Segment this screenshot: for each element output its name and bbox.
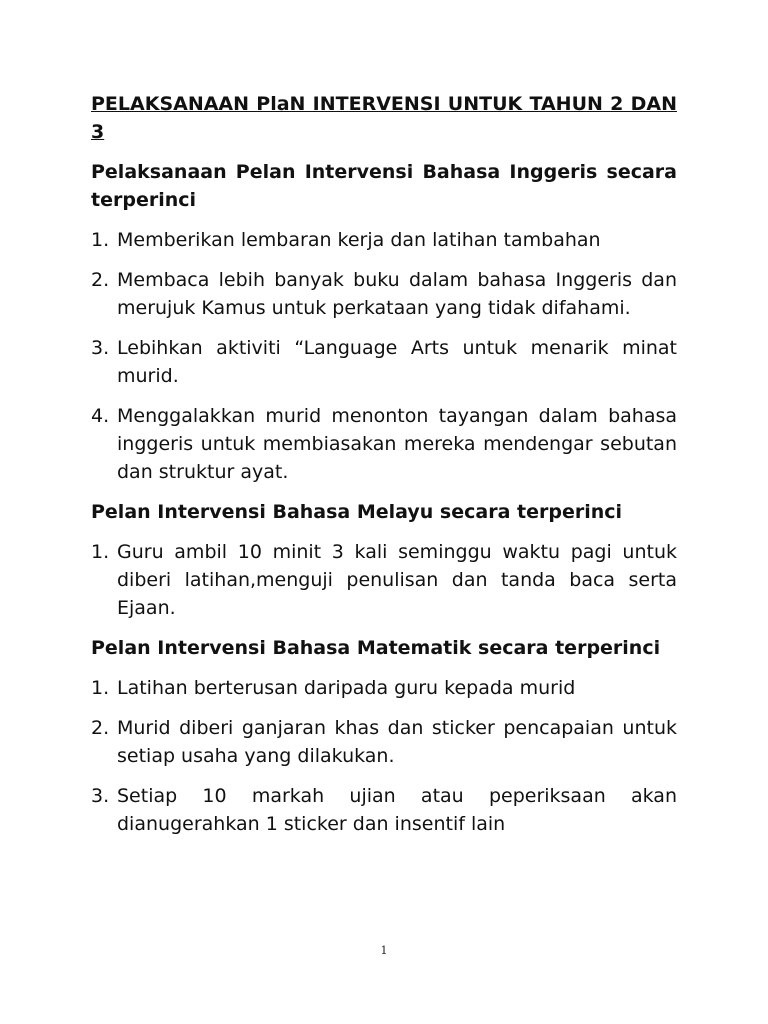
list-item-number: 3. — [91, 337, 110, 359]
section-heading: Pelan Intervensi Bahasa Melayu secara terperinci — [91, 501, 623, 523]
list-item-text: Menggalakkan murid menonton tayangan dalam bahasa inggeris untuk membiasakan mereka mendengar sebutan dan struktur ayat. — [117, 405, 677, 483]
list-item-text: Setiap 10 markah ujian atau peperiksaan akan dianugerahkan 1 sticker dan insentif lain — [117, 785, 677, 835]
list-item — [91, 782, 677, 838]
numbered-list — [91, 538, 677, 622]
list-item — [91, 714, 677, 770]
list-item-number: 3. — [91, 785, 110, 807]
document-title: PELAKSANAAN PlaN INTERVENSI UNTUK TAHUN 2 DAN 3 — [91, 93, 677, 143]
list-item — [91, 226, 677, 254]
list-item — [91, 674, 677, 702]
section-matematik — [91, 634, 677, 838]
list-item-text: Membaca lebih banyak buku dalam bahasa Inggeris dan merujuk Kamus untuk perkataan yang tidak difahami. — [117, 269, 677, 319]
document-page — [91, 90, 677, 850]
list-item — [91, 266, 677, 322]
list-item-number: 1. — [91, 541, 110, 563]
section-heading: Pelaksanaan Pelan Intervensi Bahasa Inggeris secara terperinci — [91, 161, 677, 211]
list-item-text: Lebihkan aktiviti “Language Arts untuk menarik minat murid. — [117, 337, 677, 387]
list-item — [91, 538, 677, 622]
list-item — [91, 402, 677, 486]
section-bahasa-melayu — [91, 498, 677, 622]
list-item — [91, 334, 677, 390]
page-number: 1 — [380, 944, 388, 957]
list-item-text: Memberikan lembaran kerja dan latihan tambahan — [117, 229, 601, 251]
list-item-text: Latihan berterusan daripada guru kepada murid — [117, 677, 576, 699]
list-item-text: Murid diberi ganjaran khas dan sticker pencapaian untuk setiap usaha yang dilakukan. — [117, 717, 677, 767]
numbered-list — [91, 674, 677, 838]
list-item-number: 1. — [91, 229, 110, 251]
list-item-number: 4. — [91, 405, 110, 427]
list-item-number: 2. — [91, 717, 110, 739]
list-item-number: 1. — [91, 677, 110, 699]
section-bahasa-inggeris — [91, 158, 677, 486]
list-item-text: Guru ambil 10 minit 3 kali seminggu waktu pagi untuk diberi latihan,menguji penulisan dan tanda baca serta Ejaan. — [117, 541, 677, 619]
numbered-list — [91, 226, 677, 486]
list-item-number: 2. — [91, 269, 110, 291]
section-heading: Pelan Intervensi Bahasa Matematik secara terperinci — [91, 637, 661, 659]
